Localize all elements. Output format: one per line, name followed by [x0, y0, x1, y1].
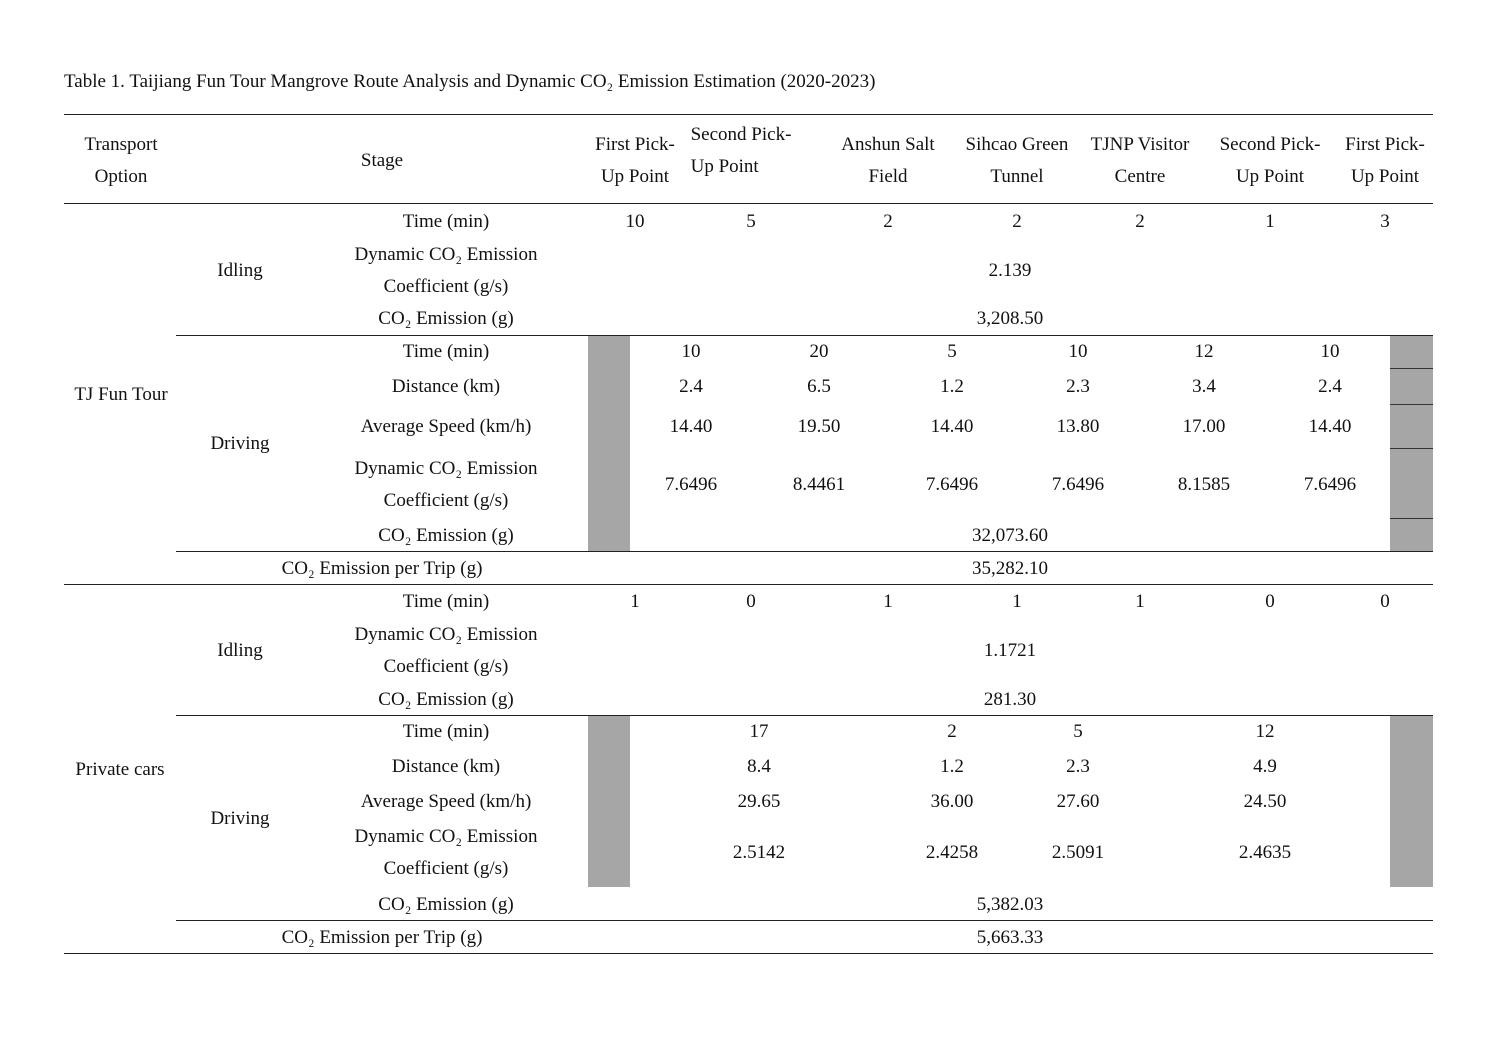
tj-driving-time-1: 10 — [681, 341, 701, 362]
pc-driving-speed-1: 29.65 — [737, 791, 781, 812]
pc-driving-speed-label: Average Speed (km/h) — [360, 791, 532, 812]
header-stop-5: TJNP Visitor Centre — [1090, 134, 1190, 187]
gray-divider — [1390, 368, 1433, 369]
pc-idling-time-7: 0 — [1380, 591, 1390, 612]
tj-driving-coef-1: 7.6496 — [664, 474, 718, 495]
tj-driving-time-4: 10 — [1068, 341, 1088, 362]
pc-driving-distance-4: 4.9 — [1253, 756, 1277, 777]
tj-driving-time-3: 5 — [947, 341, 957, 362]
rule-pc-driving-pertrip — [176, 920, 1433, 921]
tj-idling-coef-label: Dynamic CO₂ Emission Coefficient (g/s) — [354, 244, 538, 297]
header-stop-4: Sihcao Green Tunnel — [965, 134, 1069, 187]
rule-pc-idling-driving — [176, 715, 1433, 716]
tj-driving-emission-value: 32,073.60 — [972, 525, 1048, 546]
pc-driving-time-4: 12 — [1255, 721, 1275, 742]
pc-driving-coef-1: 2.5142 — [732, 842, 786, 863]
pc-driving-distance-2: 1.2 — [940, 756, 964, 777]
pc-idling-time-4: 1 — [1012, 591, 1022, 612]
tj-driving-speed-2: 19.50 — [797, 416, 841, 437]
pc-driving-coef-2: 2.4258 — [925, 842, 979, 863]
tj-driving-coef-3: 7.6496 — [925, 474, 979, 495]
tj-driving-distance-2: 6.5 — [807, 376, 831, 397]
gray-divider — [1390, 518, 1433, 519]
pc-driving-coef-label: Dynamic CO₂ Emission Coefficient (g/s) — [354, 826, 538, 879]
pc-idling-emission-value: 281.30 — [983, 689, 1037, 710]
tj-driving-coef-2: 8.4461 — [792, 474, 846, 495]
pc-driving-distance-1: 8.4 — [747, 756, 771, 777]
rule-tj-pc — [64, 584, 1433, 585]
tj-driving-distance-3: 1.2 — [940, 376, 964, 397]
tj-idling-time-6: 1 — [1265, 211, 1275, 232]
pc-driving-speed-2: 36.00 — [930, 791, 974, 812]
tj-driving-time-2: 20 — [809, 341, 829, 362]
tj-driving-distance-label: Distance (km) — [391, 376, 501, 397]
tj-driving-speed-3: 14.40 — [930, 416, 974, 437]
header-stage: Stage — [360, 150, 404, 171]
pc-driving-distance-3: 2.3 — [1066, 756, 1090, 777]
pc-driving-time-label: Time (min) — [402, 721, 490, 742]
tj-per-trip-label: CO₂ Emission per Trip (g) — [281, 558, 483, 579]
header-transport-option: Transport Option — [84, 134, 158, 187]
gray-divider — [1390, 448, 1433, 449]
tj-idling-time-1: 10 — [625, 211, 645, 232]
tj-driving-distance-6: 2.4 — [1318, 376, 1342, 397]
pc-driving-speed-3: 27.60 — [1056, 791, 1100, 812]
tj-idling-label: Idling — [217, 260, 263, 281]
table-caption: Table 1. Taijiang Fun Tour Mangrove Route Analysis and Dynamic CO₂ Emission Estimation (2020-2023) — [64, 71, 876, 92]
pc-driving-coef-4: 2.4635 — [1238, 842, 1292, 863]
tj-idling-time-2: 5 — [746, 211, 756, 232]
pc-idling-time-1: 1 — [630, 591, 640, 612]
pc-driving-gray-left — [588, 716, 630, 887]
pc-idling-time-6: 0 — [1265, 591, 1275, 612]
tj-driving-coef-6: 7.6496 — [1303, 474, 1357, 495]
pc-driving-distance-label: Distance (km) — [391, 756, 501, 777]
tj-driving-distance-5: 3.4 — [1192, 376, 1216, 397]
tj-driving-time-5: 12 — [1194, 341, 1214, 362]
pc-idling-time-label: Time (min) — [402, 591, 490, 612]
rule-tj-idling-driving — [176, 335, 1433, 336]
tj-driving-speed-1: 14.40 — [669, 416, 713, 437]
pc-idling-emission-label: CO₂ Emission (g) — [378, 689, 514, 710]
pc-driving-time-2: 2 — [947, 721, 957, 742]
tj-driving-coef-label: Dynamic CO₂ Emission Coefficient (g/s) — [354, 458, 538, 511]
header-stop-3: Anshun Salt Field — [841, 134, 935, 187]
tj-driving-speed-6: 14.40 — [1308, 416, 1352, 437]
tj-driving-emission-label: CO₂ Emission (g) — [378, 525, 514, 546]
tj-driving-coef-4: 7.6496 — [1051, 474, 1105, 495]
header-stop-7: First Pick- Up Point — [1345, 134, 1425, 187]
header-stop-6: Second Pick- Up Point — [1219, 134, 1321, 187]
pc-per-trip-value: 5,663.33 — [976, 927, 1044, 948]
pc-idling-time-2: 0 — [746, 591, 756, 612]
tj-driving-time-6: 10 — [1320, 341, 1340, 362]
rule-bottom — [64, 953, 1433, 954]
rule-tj-driving-pertrip — [176, 551, 1433, 552]
tj-idling-emission-value: 3,208.50 — [976, 308, 1044, 329]
tj-idling-time-5: 2 — [1135, 211, 1145, 232]
tj-driving-coef-5: 8.1585 — [1177, 474, 1231, 495]
pc-driving-gray-right — [1390, 716, 1433, 887]
tj-idling-emission-label: CO₂ Emission (g) — [378, 308, 514, 329]
tj-idling-time-4: 2 — [1012, 211, 1022, 232]
pc-driving-emission-label: CO₂ Emission (g) — [378, 894, 514, 915]
tj-idling-time-label: Time (min) — [402, 211, 490, 232]
pc-idling-time-5: 1 — [1135, 591, 1145, 612]
gray-divider — [1390, 404, 1433, 405]
tj-driving-speed-5: 17.00 — [1182, 416, 1226, 437]
pc-driving-label: Driving — [210, 808, 270, 829]
rule-header-bottom — [64, 203, 1433, 204]
tj-transport-name: TJ Fun Tour — [74, 384, 168, 405]
pc-driving-time-3: 5 — [1073, 721, 1083, 742]
tj-driving-gray-left — [588, 336, 630, 551]
tj-idling-time-7: 3 — [1380, 211, 1390, 232]
pc-driving-emission-value: 5,382.03 — [976, 894, 1044, 915]
pc-driving-coef-3: 2.5091 — [1051, 842, 1105, 863]
tj-driving-speed-label: Average Speed (km/h) — [360, 416, 532, 437]
tj-idling-time-3: 2 — [883, 211, 893, 232]
pc-transport-name: Private cars — [75, 759, 165, 780]
rule-top — [64, 114, 1433, 115]
pc-driving-time-1: 17 — [749, 721, 769, 742]
pc-per-trip-label: CO₂ Emission per Trip (g) — [281, 927, 483, 948]
tj-idling-coef-value: 2.139 — [988, 260, 1032, 281]
header-stop-1: First Pick- Up Point — [595, 134, 675, 187]
tj-driving-time-label: Time (min) — [402, 341, 490, 362]
tj-per-trip-value: 35,282.10 — [972, 558, 1048, 579]
tj-driving-speed-4: 13.80 — [1056, 416, 1100, 437]
tj-driving-distance-1: 2.4 — [679, 376, 703, 397]
pc-idling-time-3: 1 — [883, 591, 893, 612]
pc-idling-coef-value: 1.1721 — [983, 640, 1037, 661]
tj-driving-label: Driving — [210, 433, 270, 454]
pc-driving-speed-4: 24.50 — [1243, 791, 1287, 812]
pc-idling-coef-label: Dynamic CO₂ Emission Coefficient (g/s) — [354, 624, 538, 677]
pc-idling-label: Idling — [217, 640, 263, 661]
tj-driving-distance-4: 2.3 — [1066, 376, 1090, 397]
header-stop-2: Second Pick- Up Point — [690, 124, 792, 177]
